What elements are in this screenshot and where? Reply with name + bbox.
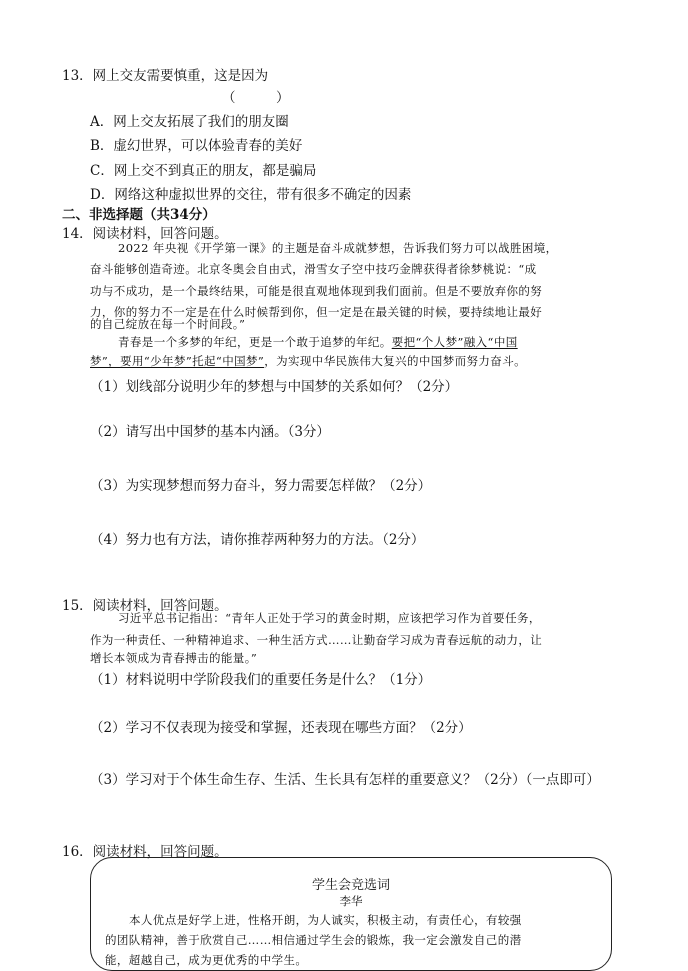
- q13-option-d: D．网络这种虚拟世界的交往，带有很多不确定的因素: [90, 187, 412, 203]
- q14-material2-plain: 青春是一个多梦的年纪，更是一个敢于追梦的年纪。: [118, 335, 392, 349]
- section-title: 二、非选择题（共34分）: [62, 207, 216, 223]
- q14-sub-4: （4）努力也有方法，请你推荐两种努力的方法。（2分）: [90, 532, 425, 548]
- q15-material-line: 增长本领成为青春搏击的能量。”: [90, 651, 258, 665]
- q13-option-a: A．网上交友拓展了我们的朋友圈: [90, 114, 289, 130]
- q14-material-line: 力，你的努力不一定是在什么时候帮到你，但一定是在最关键的时候，要持续地让最好: [90, 305, 543, 319]
- q14-sub-1: （1）划线部分说明少年的梦想与中国梦的关系如何？（2分）: [90, 379, 459, 395]
- q14-material-line: 2022 年央视《开学第一课》的主题是奋斗成就梦想，告诉我们努力可以战胜困境，: [118, 241, 558, 255]
- q15-sub-3: （3）学习对于个体生命生存、生活、生长具有怎样的重要意义？（2分）（一点即可）: [90, 772, 600, 788]
- q14-material-line: 功与不成功，是一个最终结果，可能是很直观地体现到我们面前。但是不要放弃你的努: [90, 284, 543, 298]
- q14-underlined-part2: 梦”，要用“少年梦”托起“中国梦”: [90, 354, 265, 368]
- q15-material-line: 习近平总书记指出：“青年人正处于学习的黄金时期，应该把学习作为首要任务，: [118, 611, 541, 625]
- q13-answer-blank: （ ）: [222, 90, 290, 106]
- q13-option-c: C．网上交不到真正的朋友，都是骗局: [90, 163, 317, 179]
- q16-material-box: [90, 857, 612, 971]
- q14-underlined-part1: 要把“个人梦”融入“中国: [391, 335, 518, 349]
- box-text-line: 的团队精神，善于欣赏自己……相信通过学生会的锻炼，我一定会激发自己的潜: [105, 933, 522, 947]
- q14-sub-3: （3）为实现梦想而努力奋斗，努力需要怎样做？（2分）: [90, 478, 432, 494]
- box-title: 学生会竞选词: [311, 878, 390, 893]
- q15-stem: 15．阅读材料，回答问题。: [62, 598, 228, 614]
- q15-sub-1: （1）材料说明中学阶段我们的重要任务是什么？（1分）: [90, 672, 432, 688]
- box-text-line: 能，超越自己，成为更优秀的中学生。: [105, 953, 308, 967]
- q14-material-line: 奋斗能够创造奇迹。北京冬奥会自由式，滑雪女子空中技巧金牌获得者徐梦桃说：“成: [90, 262, 537, 276]
- q15-material-line: 作为一种责任、一种精神追求、一种生活方式……让勤奋学习成为青春远航的动力，让: [90, 633, 543, 647]
- q14-material-line: 的自己绽放在每一个时间段。”: [90, 317, 246, 331]
- q14-material2-line2: [90, 351, 526, 373]
- q14-sub-2: （2）请写出中国梦的基本内涵。（3分）: [90, 424, 330, 440]
- q14-material2-tail: ，为实现中华民族伟大复兴的中国梦而努力奋斗。: [264, 354, 527, 368]
- q16-stem: 16．阅读材料，回答问题。: [62, 844, 228, 860]
- box-author: 李华: [339, 894, 363, 908]
- q13-stem: 13．网上交友需要慎重，这是因为: [62, 68, 269, 84]
- q15-sub-2: （2）学习不仅表现为接受和掌握，还表现在哪些方面？（2分）: [90, 720, 472, 736]
- q14-stem: 14．阅读材料，回答问题。: [62, 226, 228, 242]
- box-text-line: 本人优点是好学上进，性格开朗，为人诚实，积极主动，有责任心，有较强: [129, 913, 522, 927]
- q13-option-b: B．虚幻世界，可以体验青春的美好: [90, 138, 303, 154]
